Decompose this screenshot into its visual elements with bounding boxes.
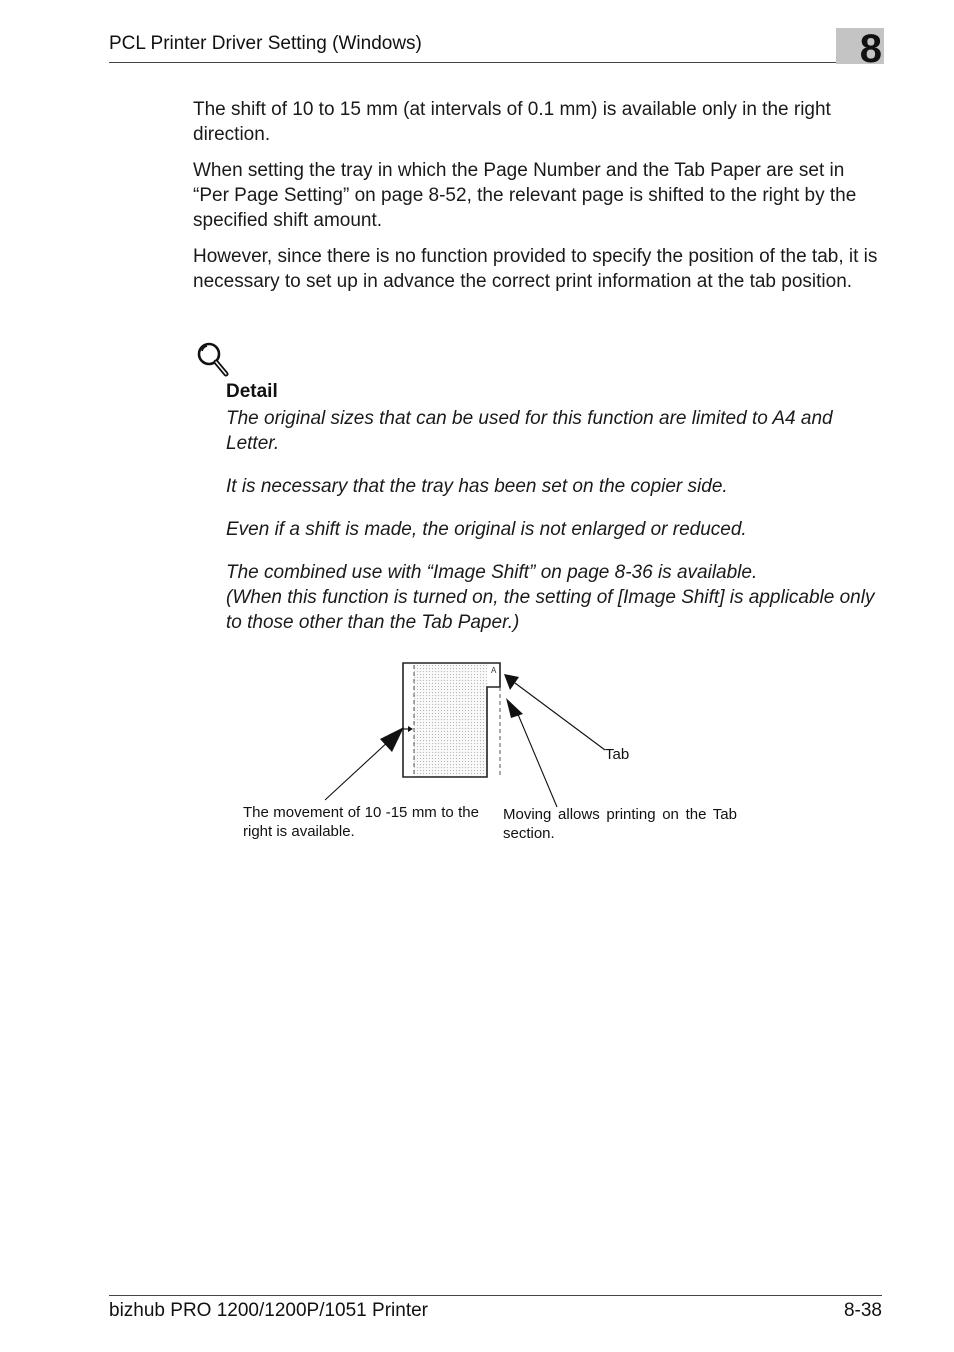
tab-section-pointer-arrowhead bbox=[506, 698, 523, 718]
detail-note-image-shift-condition: (When this function is turned on, the setting of [Image Shift] is applicable only to those other than the Tab Paper.) bbox=[226, 587, 875, 633]
detail-note-sizes: The original sizes that can be used for this function are limited to A4 and Letter. bbox=[226, 408, 833, 454]
shifted-print-area bbox=[414, 665, 487, 777]
shift-direction-arrowhead bbox=[408, 726, 413, 732]
header-title: PCL Printer Driver Setting (Windows) bbox=[109, 33, 422, 54]
magnifier-icon bbox=[196, 342, 230, 378]
movement-pointer-line bbox=[325, 740, 390, 800]
movement-pointer-arrowhead bbox=[380, 727, 404, 752]
paragraph-tray-setting: When setting the tray in which the Page Number and the Tab Paper are set in “Per Page Setting” on page 8-52, the relevant page is shifted to the right by the specified shift amount. bbox=[193, 160, 857, 231]
caption-tab: Tab bbox=[605, 746, 630, 763]
tab-pointer-arrowhead bbox=[504, 674, 519, 690]
caption-movement: The movement of 10 -15 mm to the right is available. bbox=[243, 804, 479, 840]
paragraph-tab-position: However, since there is no function provided to specify the position of the tab, it is necessary to set up in advance the correct print information at the tab position. bbox=[193, 246, 878, 292]
footer-rule bbox=[109, 1295, 882, 1296]
detail-note-tray: It is necessary that the tray has been set on the copier side. bbox=[226, 476, 728, 497]
chapter-number: 8 bbox=[859, 27, 882, 71]
detail-note-enlarge: Even if a shift is made, the original is not enlarged or reduced. bbox=[226, 519, 747, 540]
paragraph-shift-range: The shift of 10 to 15 mm (at intervals of 0.1 mm) is available only in the right direction. bbox=[193, 99, 831, 145]
footer-page-number: 8-38 bbox=[843, 1300, 882, 1321]
detail-note-image-shift: The combined use with “Image Shift” on page 8-36 is available. bbox=[226, 562, 758, 583]
footer-product: bizhub PRO 1200/1200P/1051 Printer bbox=[109, 1300, 428, 1321]
detail-heading: Detail bbox=[226, 381, 278, 402]
tab-section-pointer-line bbox=[517, 712, 557, 807]
tab-letter: A bbox=[491, 666, 497, 675]
header-rule bbox=[109, 62, 882, 63]
caption-moving-tab: Moving allows printing on the Tab section. bbox=[503, 806, 737, 842]
